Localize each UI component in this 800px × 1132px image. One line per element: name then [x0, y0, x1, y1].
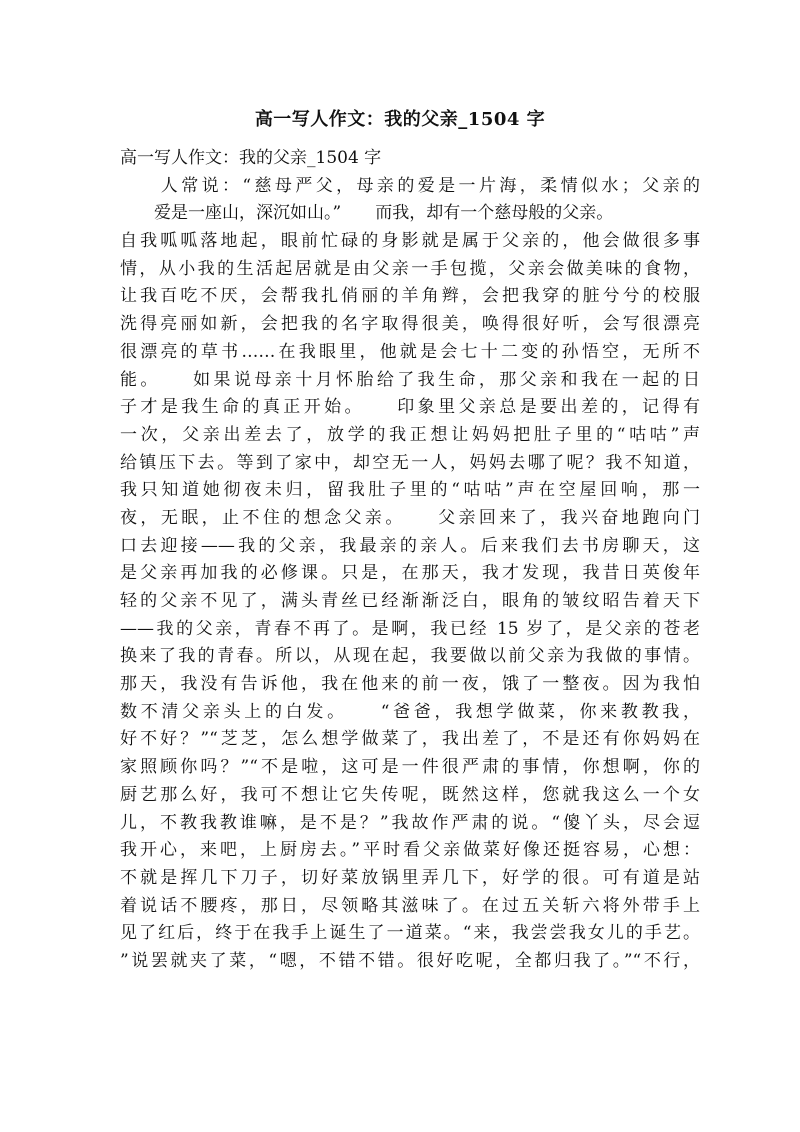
paragraph-line: 我开心，来吧，上厨房去。”平时看父亲做菜好像还挺容易，心想：: [120, 840, 700, 861]
paragraph-line: 自我呱呱落地起，眼前忙碌的身影就是属于父亲的，他会做很多事: [120, 231, 700, 252]
paragraph-line: 夜，无眠，止不住的想念父亲。 父亲回来了，我兴奋地跑向门: [120, 507, 700, 528]
paragraph-line: 见了红后，终于在我手上诞生了一道菜。“来，我尝尝我女儿的手艺。: [120, 923, 700, 944]
paragraph-line: 我只知道她彻夜未归，留我肚子里的“咕咕”声在空屋回响，那一: [120, 480, 700, 501]
paragraph-line: 轻的父亲不见了，满头青丝已经渐渐泛白，眼角的皱纹昭告着天下: [120, 591, 700, 611]
paragraph-line: 能。 如果说母亲十月怀胎给了我生命，那父亲和我在一起的日: [120, 369, 700, 390]
paragraph-line: 不就是挥几下刀子，切好菜放锅里弄几下，好学的很。可有道是站: [120, 867, 700, 888]
paragraph-line: 好不好？”“芝芝，怎么想学做菜了，我出差了，不是还有你妈妈在: [120, 729, 700, 750]
paragraph-line: 一次，父亲出差去了，放学的我正想让妈妈把肚子里的“咕咕”声: [120, 424, 700, 445]
paragraph-line: 那天，我没有告诉他，我在他来的前一夜，饿了一整夜。因为我怕: [120, 674, 700, 695]
paragraph-line: 换来了我的青春。所以，从现在起，我要做以前父亲为我做的事情。: [120, 646, 700, 667]
paragraph-line: 着说话不腰疼，那日，尽领略其滋味了。在过五关斩六将外带手上: [120, 895, 700, 916]
paragraph-line: 洗得亮丽如新，会把我的名字取得很美，唤得很好听，会写很漂亮: [120, 314, 700, 335]
paragraph-line: 子才是我生命的真正开始。 印象里父亲总是要出差的，记得有: [120, 397, 700, 418]
paragraph-line: ”说罢就夹了菜，“嗯，不错不错。很好吃呢，全都归我了。”“不行，: [120, 950, 700, 971]
paragraph-line: 儿，不教我教谁嘛，是不是？”我故作严肃的说。“傻丫头，尽会逗: [120, 812, 700, 833]
paragraph-line: 人常说：“慈母严父，母亲的爱是一片海，柔情似水；父亲的: [120, 175, 700, 196]
paragraph-line: ——我的父亲，青春不再了。是啊，我已经 15 岁了，是父亲的苍老: [120, 618, 700, 639]
document-body: [120, 145, 700, 976]
paragraph-line: 数不清父亲头上的白发。 “爸爸，我想学做菜，你来教教我，: [120, 701, 700, 722]
paragraph-line: 高一写人作文：我的父亲_1504 字: [120, 148, 382, 168]
paragraph-line: 给镇压下去。等到了家中，却空无一人，妈妈去哪了呢？我不知道，: [120, 452, 700, 473]
paragraph-line: 厨艺那么好，我可不想让它失传呢，既然这样，您就我这么一个女: [120, 784, 700, 805]
paragraph-line: 是父亲再加我的必修课。只是，在那天，我才发现，我昔日英俊年: [120, 563, 700, 584]
paragraph-line: 口去迎接——我的父亲，我最亲的亲人。后来我们去书房聊天，这: [120, 535, 700, 556]
paragraph-line: 爱是一座山，深沉如山。” 而我，却有一个慈母般的父亲。: [120, 203, 614, 224]
paragraph-line: 家照顾你吗？”“不是啦，这可是一件很严肃的事情，你想啊，你的: [120, 757, 700, 778]
paragraph-line: 情，从小我的生活起居就是由父亲一手包揽，父亲会做美味的食物，: [120, 258, 700, 279]
paragraph-line: 让我百吃不厌，会帮我扎俏丽的羊角辫，会把我穿的脏兮兮的校服: [120, 286, 700, 307]
document-title: 高一写人作文：我的父亲_1504 字: [254, 109, 546, 130]
paragraph-line: 很漂亮的草书……在我眼里，他就是会七十二变的孙悟空，无所不: [120, 341, 700, 362]
